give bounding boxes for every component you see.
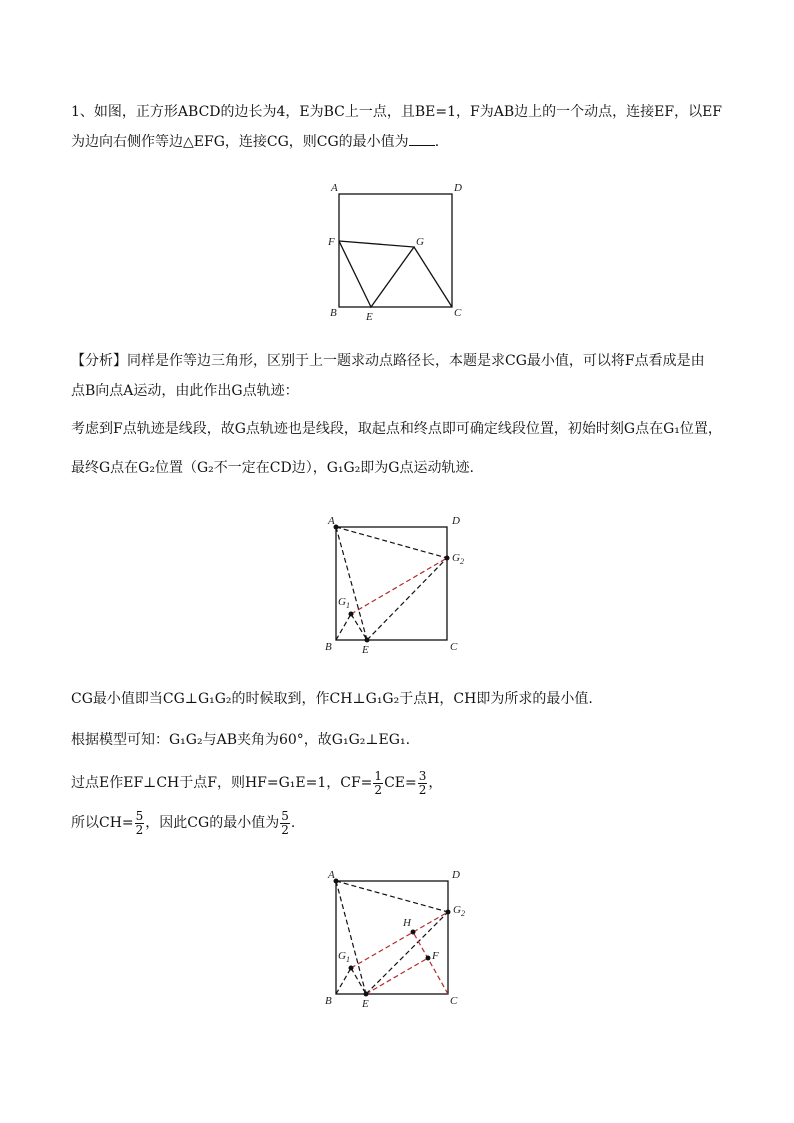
para6-text-b: ，因此CG的最小值为 xyxy=(145,815,280,831)
dashed-a-e xyxy=(336,527,367,640)
dashed-b-g1 xyxy=(336,614,351,640)
label-f: F xyxy=(328,236,335,248)
analysis-para6 xyxy=(71,809,295,837)
para6-text-c: . xyxy=(290,815,296,831)
label-g1: $G_1$ xyxy=(338,950,350,964)
dashed-a-g2 xyxy=(336,881,448,912)
segment-cg xyxy=(414,247,452,307)
fraction-three-halves: $\frac{3}{2}$ xyxy=(418,768,427,797)
label-c: C xyxy=(450,641,458,653)
label-h: H xyxy=(403,917,411,929)
label-e: E xyxy=(362,644,369,656)
fraction-five-halves: $\frac{5}{2}$ xyxy=(135,808,144,837)
para5-text-b: CE= xyxy=(384,775,417,791)
label-a: A xyxy=(328,515,335,527)
problem-line-2 xyxy=(71,133,439,151)
analysis-para1-line1: 【分析】同样是作等边三角形，区别于上一题求动点路径长，本题是求CG最小值，可以将F点看成是由 xyxy=(71,353,705,369)
label-c: C xyxy=(454,307,462,319)
label-f: F xyxy=(432,950,439,962)
label-b: B xyxy=(325,995,332,1007)
label-b: B xyxy=(325,641,332,653)
point-e xyxy=(364,992,369,997)
label-a: A xyxy=(328,869,335,881)
problem-line-2-text: 为边向右侧作等边△EFG，连接CG，则CG的最小值为 xyxy=(71,134,409,150)
label-e: E xyxy=(362,998,369,1010)
point-f xyxy=(426,956,431,961)
fraction-five-halves-answer: $\frac{5}{2}$ xyxy=(281,808,289,837)
para5-text-c: ， xyxy=(428,775,443,791)
square-abcd xyxy=(336,881,448,994)
dashed-g1-e xyxy=(351,968,366,994)
figure-1 xyxy=(320,176,470,326)
analysis-para2-line2: 最终G点在G₂位置（G₂不一定在CD边），G₁G₂即为G点运动轨迹. xyxy=(71,460,474,476)
point-g1 xyxy=(349,612,354,617)
label-d: D xyxy=(452,515,460,527)
dashed-a-g2 xyxy=(336,527,447,558)
point-h xyxy=(411,930,416,935)
figure-2 xyxy=(320,512,480,657)
square-abcd xyxy=(336,527,447,640)
label-g2: $G_2$ xyxy=(452,552,464,566)
analysis-para5 xyxy=(71,769,442,797)
answer-blank xyxy=(409,133,435,146)
dashed-b-g1 xyxy=(336,968,351,994)
point-g1 xyxy=(349,966,354,971)
problem-line-1: 1、如图，正方形ABCD的边长为4，E为BC上一点，且BE=1，F为AB边上的一个动点，连接EF，以EF xyxy=(71,104,723,120)
label-d: D xyxy=(454,182,462,194)
dashed-g1-e xyxy=(351,614,367,640)
analysis-para4: 根据模型可知：G₁G₂与AB夹角为60°，故G₁G₂⊥EG₁. xyxy=(71,732,411,748)
para6-text-a: 所以CH= xyxy=(71,815,134,831)
para5-text-a: 过点E作EF⊥CH于点F，则HF=G₁E=1，CF= xyxy=(71,775,373,791)
dashed-a-e xyxy=(336,881,366,994)
analysis-para2-line1: 考虑到F点轨迹是线段，故G点轨迹也是线段，取起点和终点即可确定线段位置，初始时刻G点在G₁位置， xyxy=(71,421,722,437)
analysis-para3: CG最小值即当CG⊥G₁G₂的时候取到，作CH⊥G₁G₂于点H，CH即为所求的最小值. xyxy=(71,691,593,707)
label-g1: $G_1$ xyxy=(338,596,350,610)
point-g2 xyxy=(446,910,451,915)
point-g2 xyxy=(445,556,450,561)
label-a: A xyxy=(331,182,338,194)
triangle-efg xyxy=(339,241,414,307)
trajectory-g1-g2 xyxy=(351,558,447,614)
square-abcd xyxy=(339,194,452,307)
label-b: B xyxy=(330,307,337,319)
fraction-one-half: $\frac{1}{2}$ xyxy=(374,768,383,797)
label-e: E xyxy=(366,311,373,323)
label-d: D xyxy=(452,869,460,881)
analysis-para1-line2: 点B向点A运动，由此作出G点轨迹： xyxy=(71,383,299,399)
point-e xyxy=(365,638,370,643)
dashed-e-g2 xyxy=(367,558,447,640)
label-g2: $G_2$ xyxy=(453,904,465,918)
label-c: C xyxy=(450,995,458,1007)
label-g: G xyxy=(416,236,424,248)
figure-3 xyxy=(320,866,480,1011)
problem-line-2-end: . xyxy=(434,134,440,150)
